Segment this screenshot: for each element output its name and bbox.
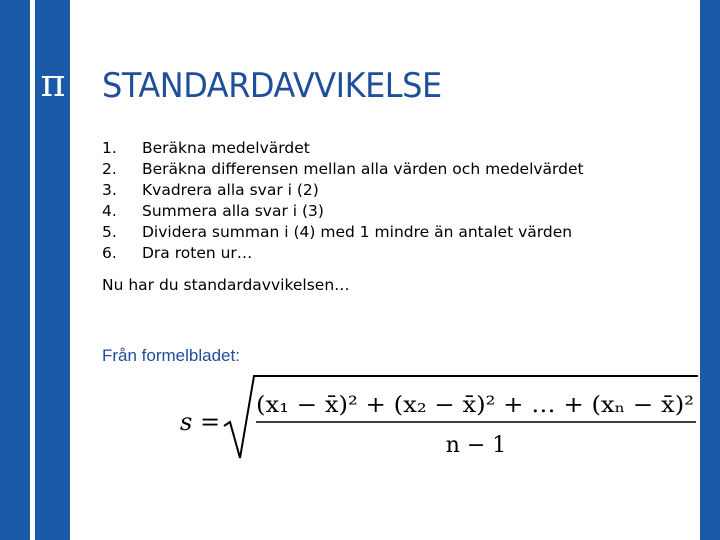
formula-label: Från formelbladet:	[102, 346, 240, 365]
formula-lhs: s =	[180, 408, 221, 436]
step-number: 4.	[102, 202, 117, 220]
formula-denominator: n − 1	[445, 433, 507, 458]
formula-numerator: (x₁ − x̄)² + (x₂ − x̄)² + … + (xₙ − x̄)²	[256, 393, 694, 418]
side-stripe	[30, 0, 35, 540]
std-dev-formula	[180, 372, 700, 468]
step-number: 5.	[102, 223, 117, 241]
slide-title: STANDARDAVVIKELSE	[102, 66, 442, 106]
list-item	[102, 159, 584, 180]
list-item	[102, 222, 584, 243]
steps-list	[102, 138, 584, 264]
list-item	[102, 138, 584, 159]
summary-text: Nu har du standardavvikelsen…	[102, 276, 350, 294]
step-text: Beräkna differensen mellan alla värden och medelvärdet	[142, 160, 584, 178]
pi-logo-icon: π	[40, 61, 66, 105]
step-text: Summera alla svar i (3)	[142, 202, 324, 220]
list-item	[102, 201, 584, 222]
step-number: 3.	[102, 181, 117, 199]
step-text: Dra roten ur…	[142, 244, 253, 262]
step-text: Dividera summan i (4) med 1 mindre än antalet värden	[142, 223, 573, 241]
slide-content	[70, 0, 700, 540]
step-text: Beräkna medelvärdet	[142, 139, 310, 157]
list-item	[102, 180, 584, 201]
list-item	[102, 243, 584, 264]
step-text: Kvadrera alla svar i (2)	[142, 181, 319, 199]
step-number: 1.	[102, 139, 117, 157]
step-number: 2.	[102, 160, 117, 178]
step-number: 6.	[102, 244, 117, 262]
